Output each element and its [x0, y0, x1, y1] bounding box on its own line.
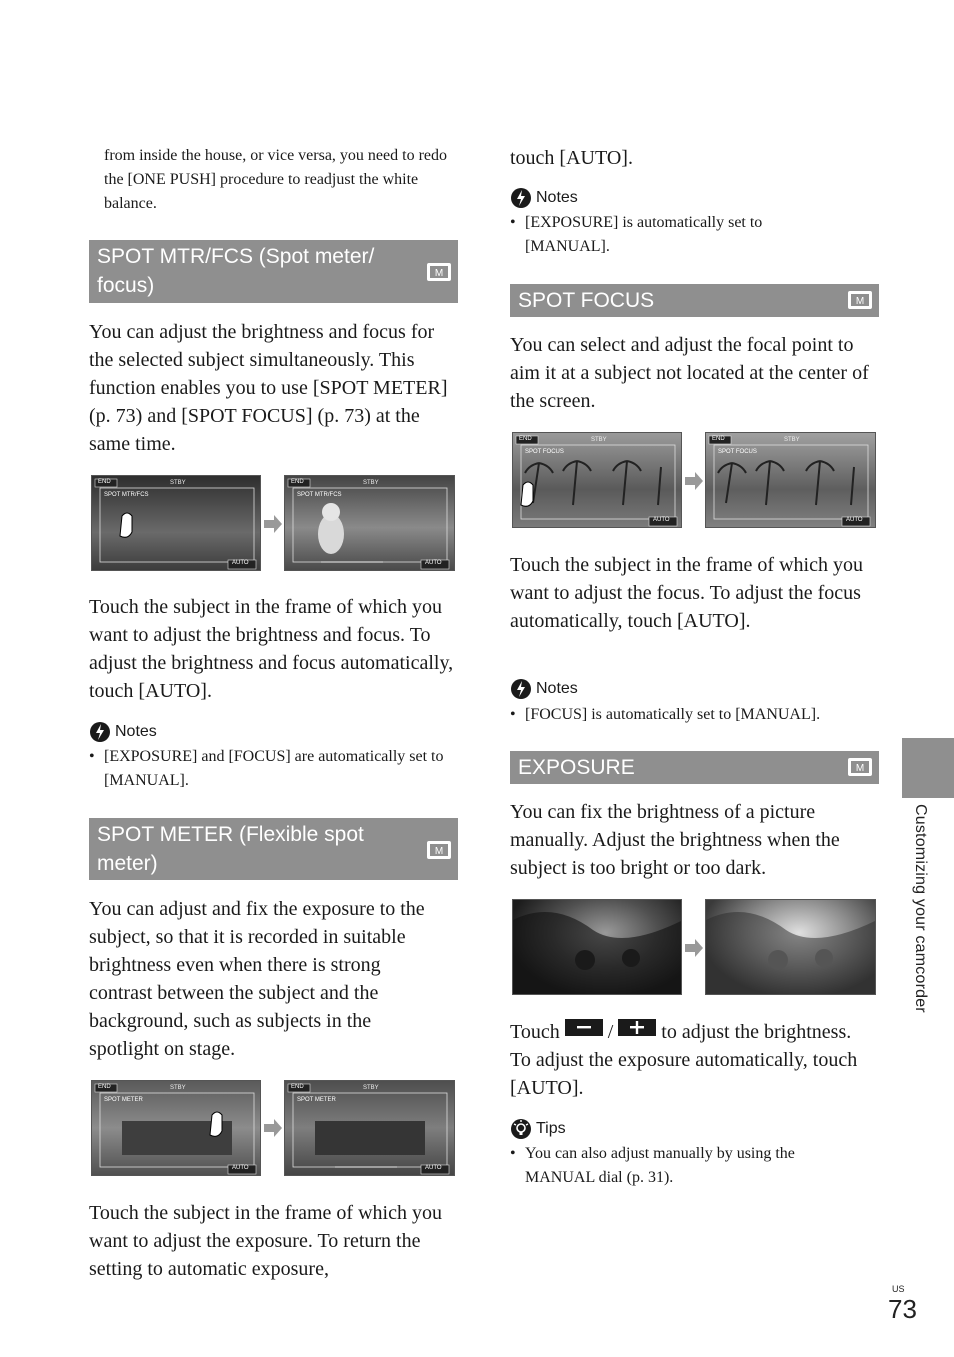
end-button[interactable]: END — [98, 479, 111, 485]
arrow-right-icon — [263, 514, 283, 534]
section-title: EXPOSURE — [518, 756, 635, 779]
screen-frame-graphic — [92, 1081, 261, 1176]
section-title-line2: focus) — [97, 274, 155, 297]
section-header-spot-focus — [510, 284, 879, 317]
notes-icon — [89, 721, 111, 743]
notes-list — [510, 703, 880, 727]
stby-indicator: STBY — [591, 437, 607, 443]
list-item: • You can also adjust manually by using the MANUAL dial (p. 31). — [510, 1145, 795, 1186]
stby-indicator: STBY — [170, 480, 186, 486]
screen-frame-graphic — [285, 1081, 455, 1176]
screen-before-spot-meter — [91, 1080, 261, 1176]
screen-frame-graphic — [513, 433, 682, 528]
tips-list — [510, 1142, 850, 1190]
screen-frame-graphic — [706, 433, 876, 528]
tips-lightbulb-icon — [510, 1118, 532, 1140]
auto-button[interactable]: AUTO — [232, 560, 249, 566]
notes-label: Notes — [536, 680, 578, 697]
section-header-exposure — [510, 751, 879, 784]
chapter-title: Customizing your camcorder — [912, 804, 929, 1013]
screen-before-spot-mtr-fcs — [91, 475, 261, 571]
plus-button-icon — [618, 1019, 656, 1036]
arrow-right-icon — [684, 938, 704, 958]
manual-mode-icon — [847, 757, 873, 777]
touch-separator: / — [607, 1021, 614, 1043]
section-title-line2: meter) — [97, 852, 158, 875]
screen-frame-graphic — [92, 476, 261, 571]
section-header-spot-mtr-fcs — [89, 240, 458, 303]
notes-heading — [89, 721, 157, 743]
notes-list — [510, 211, 810, 259]
svg-text:M: M — [434, 268, 444, 279]
screen-mode-label: SPOT METER — [104, 1097, 143, 1103]
spot-mtr-fcs-body: You can adjust the brightness and focus for the selected subject simultaneously. This function enables you to use [SPOT METER] (p. 73) and [SPOT FOCUS] (p. 73) at the same time. — [89, 321, 448, 455]
spot-meter-instruction: Touch the subject in the frame of which you want to adjust the exposure. To return the setting to automatic exposure, — [89, 1202, 442, 1280]
section-title: SPOT FOCUS — [518, 289, 655, 312]
manual-mode-icon — [847, 290, 873, 310]
manual-mode-icon — [426, 840, 452, 860]
screen-mode-label: SPOT FOCUS — [718, 449, 757, 455]
section-title-line1: SPOT METER (Flexible spot — [97, 823, 364, 846]
svg-text:M: M — [855, 296, 865, 307]
section-header-spot-meter — [89, 818, 458, 880]
section-title-line1: SPOT MTR/FCS (Spot meter/ — [97, 245, 375, 268]
photo-exposure-after — [705, 899, 876, 995]
spot-focus-instruction: Touch the subject in the frame of which you want to adjust the focus. To adjust the focus automatically, touch [AUTO]. — [510, 554, 863, 632]
intro-paragraph: from inside the house, or vice versa, you need to redo the [ONE PUSH] procedure to readjust the white balance. — [104, 147, 448, 212]
spot-focus-body: You can select and adjust the focal point to aim it at a subject not located at the center of the screen. — [510, 334, 869, 412]
list-item: • [EXPOSURE] is automatically set to [MANUAL]. — [510, 214, 763, 255]
arrow-right-icon — [263, 1118, 283, 1138]
screen-after-spot-meter — [284, 1080, 455, 1176]
photo-graphic — [706, 900, 876, 995]
list-item: • [FOCUS] is automatically set to [MANUAL]. — [510, 706, 821, 723]
notes-icon — [510, 187, 532, 209]
auto-button[interactable]: AUTO — [232, 1165, 249, 1171]
notes-label: Notes — [115, 723, 157, 740]
list-item: • [EXPOSURE] and [FOCUS] are automatically set to [MANUAL]. — [89, 748, 444, 789]
auto-button[interactable]: AUTO — [653, 517, 670, 523]
manual-mode-icon — [426, 262, 452, 282]
stby-indicator: STBY — [170, 1085, 186, 1091]
notes-heading — [510, 678, 578, 700]
exposure-auto-instruction: To adjust the exposure automatically, touch [AUTO]. — [510, 1049, 858, 1099]
screen-mode-label: SPOT FOCUS — [525, 449, 564, 455]
end-button[interactable]: END — [712, 436, 725, 442]
minus-button-icon — [565, 1019, 603, 1036]
end-button[interactable]: END — [291, 479, 304, 485]
tips-heading — [510, 1118, 566, 1140]
photo-exposure-before — [512, 899, 682, 995]
spot-meter-body: You can adjust and fix the exposure to the subject, so that it is recorded in suitable brightness even when there is strong contrast between the subject and the background, such as subjects in the spotlight on stage. — [89, 898, 425, 1060]
stby-indicator: STBY — [363, 1085, 379, 1091]
screen-mode-label: SPOT MTR/FCS — [297, 492, 342, 498]
notes-list — [89, 745, 459, 793]
chapter-tab — [902, 738, 954, 798]
exposure-instruction — [510, 1018, 885, 1102]
screen-after-spot-focus — [705, 432, 876, 528]
end-button[interactable]: END — [519, 436, 532, 442]
screen-frame-graphic — [285, 476, 455, 571]
end-button[interactable]: END — [291, 1084, 304, 1090]
exposure-body: You can fix the brightness of a picture manually. Adjust the brightness when the subject is too bright or too dark. — [510, 801, 840, 879]
auto-button[interactable]: AUTO — [425, 1165, 442, 1171]
screen-before-spot-focus — [512, 432, 682, 528]
photo-graphic — [513, 900, 682, 995]
region-code: US — [892, 1284, 905, 1294]
screen-mode-label: SPOT METER — [297, 1097, 336, 1103]
end-button[interactable]: END — [98, 1084, 111, 1090]
touch-suffix: to adjust the brightness. — [661, 1021, 852, 1043]
spot-mtr-fcs-instruction: Touch the subject in the frame of which you want to adjust the brightness and focus. To adjust the brightness and focus automatically, touch [AUTO]. — [89, 596, 454, 702]
continued-text: touch [AUTO]. — [510, 147, 633, 169]
notes-heading — [510, 187, 578, 209]
page-number: 73 — [888, 1294, 917, 1324]
stby-indicator: STBY — [784, 437, 800, 443]
tips-label: Tips — [536, 1120, 566, 1137]
touch-prefix: Touch — [510, 1021, 560, 1043]
arrow-right-icon — [684, 471, 704, 491]
svg-text:M: M — [434, 846, 444, 857]
stby-indicator: STBY — [363, 480, 379, 486]
screen-after-spot-mtr-fcs — [284, 475, 455, 571]
svg-text:M: M — [855, 763, 865, 774]
auto-button[interactable]: AUTO — [846, 517, 863, 523]
auto-button[interactable]: AUTO — [425, 560, 442, 566]
notes-label: Notes — [536, 189, 578, 206]
notes-icon — [510, 678, 532, 700]
screen-mode-label: SPOT MTR/FCS — [104, 492, 149, 498]
